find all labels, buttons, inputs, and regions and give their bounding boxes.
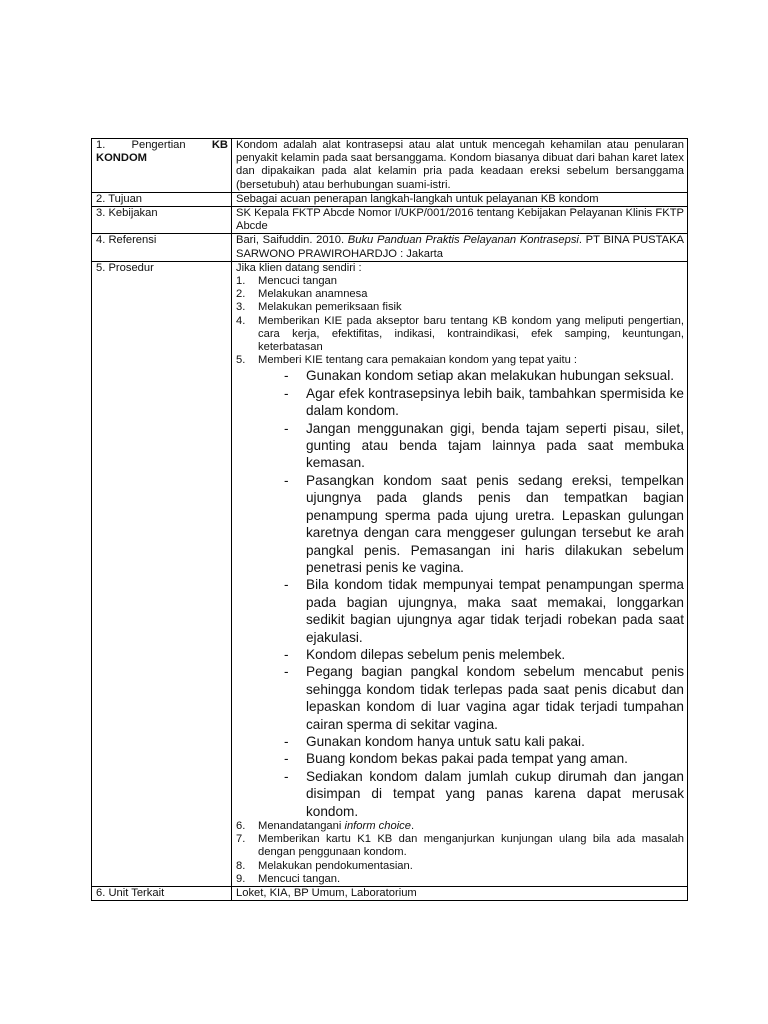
list-item [236, 288, 684, 301]
step-text: Memberikan KIE pada akseptor baru tentang KB kondom yang meliputi pengertian, cara kerja, efektifitas, indikasi, kontraindikasi, efek samping, keuntungan, keterbatasan [258, 314, 684, 354]
step-text: Melakukan anamnesa [258, 288, 368, 301]
content-unit-terkait: Loket, KIA, BP Umum, Laboratorium [232, 887, 688, 901]
step6-italic: inform choice [344, 820, 411, 833]
referensi-author: Bari, Saifuddin. 2010. [236, 234, 348, 247]
list-item [236, 833, 684, 859]
list-item [236, 354, 684, 367]
steps-list-a [236, 275, 684, 367]
label-pengertian [92, 139, 232, 193]
referensi-book-title: Buku Panduan Praktis Pelayanan Kontrasepsi [347, 234, 579, 247]
step-number: 4. [236, 314, 246, 327]
dash-bullet: - [284, 385, 289, 401]
tip-text: Jangan menggunakan gigi, benda tajam seperti pisau, silet, gunting atau benda tajam lainnya pada saat membuka kemasan. [306, 420, 684, 471]
step-number: 6. [236, 820, 246, 833]
dash-bullet: - [284, 751, 289, 767]
step-text: Mencuci tangan. [258, 872, 341, 885]
list-item [236, 301, 684, 314]
dash-bullet: - [284, 472, 289, 488]
list-item [236, 873, 684, 886]
label-prosedur: 5. Prosedur [92, 261, 232, 886]
dash-bullet: - [284, 664, 289, 680]
list-item [284, 663, 684, 733]
label-word: Pengertian [131, 139, 186, 151]
tip-text: Gunakan kondom hanya untuk satu kali pakai. [306, 733, 585, 749]
dash-bullet: - [284, 420, 289, 436]
label-referensi: 4. Referensi [92, 234, 232, 261]
tip-text: Buang kondom bekas pakai pada tempat yang aman. [306, 751, 628, 767]
label-unit-terkait: 6. Unit Terkait [92, 887, 232, 901]
step-text: Melakukan pendokumentasian. [258, 859, 413, 872]
label-number: 1. [96, 139, 106, 151]
list-item [284, 576, 684, 646]
step-number: 3. [236, 301, 246, 314]
row-unit-terkait [92, 887, 688, 901]
row-kebijakan [92, 207, 688, 234]
sop-table [91, 138, 688, 901]
step-number: 2. [236, 288, 246, 301]
step-number: 8. [236, 859, 246, 872]
step-text: Melakukan pemeriksaan fisik [258, 301, 402, 314]
step-text [258, 820, 684, 833]
list-item [236, 315, 684, 355]
tip-text: Sediakan kondom dalam jumlah cukup dirumah dan jangan disimpan di tempat yang panas karena dapat merusak kondom. [306, 768, 684, 819]
list-item [284, 385, 684, 420]
content-referensi [232, 234, 688, 261]
list-item [236, 275, 684, 288]
row-prosedur [92, 261, 688, 886]
list-item [284, 420, 684, 472]
content-tujuan: Sebagai acuan penerapan langkah-langkah untuk pelayanan KB kondom [232, 192, 688, 206]
label-tujuan: 2. Tujuan [92, 192, 232, 206]
tip-text: Agar efek kontrasepsinya lebih baik, tambahkan spermisida ke dalam kondom. [306, 385, 684, 419]
label-kondom: KONDOM [96, 152, 147, 165]
content-pengertian: Kondom adalah alat kontrasepsi atau alat untuk mencegah kehamilan atau penularan penyakit kelamin pada saat bersanggama. Kondom biasanya dibuat dari bahan karet latex dan dipakaikan pada alat kelamin pria pada keadaan ereksi sebelum bersanggama (bersetubuh) atau berhubungan suami-istri. [232, 139, 688, 193]
list-item [284, 646, 684, 663]
step6-end: . [411, 820, 415, 833]
tip-text: Pasangkan kondom saat penis sedang ereksi, tempelkan ujungnya pada glands penis dan tempatkan bagian penampung sperma pada ujung uretra. Lepaskan gulungan karetnya dengan cara menggeser gulungan tersebut ke arah pangkal penis. Pemasangan ini haris dilakukan sebelum penetrasi penis ke vagina. [306, 472, 684, 575]
usage-tips-list [236, 367, 684, 820]
row-pengertian [92, 139, 688, 193]
dash-bullet: - [284, 646, 289, 662]
label-kb: KB [211, 139, 228, 151]
list-item [236, 820, 684, 833]
tip-text: Gunakan kondom setiap akan melakukan hubungan seksual. [306, 368, 675, 384]
steps-list-b [236, 820, 684, 886]
list-item [236, 860, 684, 873]
list-item [284, 750, 684, 767]
step-number: 1. [236, 275, 246, 288]
step-number: 9. [236, 872, 246, 885]
row-tujuan [92, 192, 688, 206]
dash-bullet: - [284, 577, 289, 593]
dash-bullet: - [284, 768, 289, 784]
step6-text: Menandatangani [258, 820, 345, 833]
tip-text: Pegang bagian pangkal kondom sebelum mencabut penis sehingga kondom tidak terlepas pada saat penis dicabut dan lepaskan kondom di luar vagina agar tidak terjadi tumpahan cairan sperma di sekitar vagina. [306, 664, 684, 732]
dash-bullet: - [284, 368, 289, 384]
step-text: Memberi KIE tentang cara pemakaian kondom yang tepat yaitu : [258, 354, 578, 367]
list-item [284, 472, 684, 576]
content-prosedur [232, 261, 688, 886]
dash-bullet: - [284, 733, 289, 749]
step-number: 5. [236, 354, 246, 367]
list-item [284, 367, 684, 384]
list-item [284, 733, 684, 750]
step-text: Memberikan kartu K1 KB dan menganjurkan kunjungan ulang bila ada masalah dengan penggunaan kondom. [258, 833, 684, 859]
step-text: Mencuci tangan [258, 275, 337, 288]
referensi-publisher: . PT BINA PUSTAKA SARWONO PRAWIROHARDJO : Jakarta [236, 234, 685, 260]
label-kebijakan: 3. Kebijakan [92, 207, 232, 234]
content-kebijakan: SK Kepala FKTP Abcde Nomor I/UKP/001/2016 tentang Kebijakan Pelayanan Klinis FKTP Abcde [232, 207, 688, 234]
row-referensi [92, 234, 688, 261]
tip-text: Bila kondom tidak mempunyai tempat penampungan sperma pada bagian ujungnya, maka saat memakai, longgarkan sedikit bagian ujungnya agar tidak terjadi robekan pada saat ejakulasi. [306, 577, 684, 645]
step-number: 7. [236, 833, 246, 846]
tip-text: Kondom dilepas sebelum penis melembek. [306, 646, 566, 662]
prosedur-intro: Jika klien datang sendiri : [236, 261, 362, 274]
list-item [284, 768, 684, 820]
